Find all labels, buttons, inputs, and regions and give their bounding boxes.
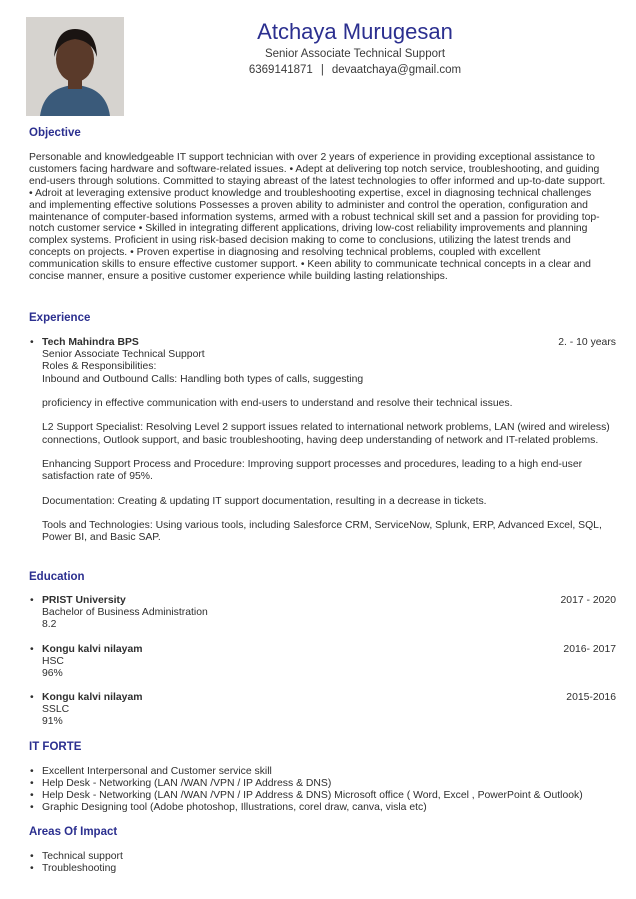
education-entry [30,692,616,729]
candidate-title: Senior Associate Technical Support [264,48,446,60]
education-years: 2016- 2017 [563,644,616,655]
education-entry [30,644,616,681]
education-entry [30,595,616,632]
education-years: 2015-2016 [566,692,616,703]
education-head [30,692,616,704]
responsibility-tools: Tools and Technologies: Using various tools, including Salesforce CRM, ServiceNow, Splunk, ERP, Advanced Excel, SQL, Power BI, and Basic SAP. [42,519,602,544]
it-forte-heading: IT FORTE [29,741,82,753]
company-line [30,337,139,349]
education-head [30,644,616,656]
phone-number: 6369141871 [248,64,313,76]
roles-label: Roles & Responsibilities: [42,361,157,373]
email-address[interactable]: devaatchaya@gmail.com [331,64,462,76]
education-score: 91% [42,716,63,728]
list-item: • Excellent Interpersonal and Customer service skill [30,766,583,778]
responsibility-calls: Inbound and Outbound Calls: Handling both types of calls, suggesting [42,373,364,385]
bullet: • [30,595,34,606]
contact-separator: | [320,64,324,76]
list-item: • Help Desk - Networking (LAN /WAN /VPN / IP Address & DNS) [30,778,583,790]
areas-heading: Areas Of Impact [29,826,118,838]
list-item: • Troubleshooting [30,863,123,875]
education-heading: Education [29,571,85,583]
list-item: • Graphic Designing tool (Adobe photoshop, Illustrations, corel draw, canva, visla etc) [30,802,583,814]
contact-line [150,62,560,78]
experience-heading: Experience [29,312,91,324]
responsibility-calls-cont: proficiency in effective communication with end-users to understand and resolve their technical issues. [42,398,513,409]
education-degree: Bachelor of Business Administration [42,607,208,619]
education-score: 96% [42,668,63,680]
objective-heading: Objective [29,127,81,139]
it-forte-list [30,766,583,814]
company-name: Tech Mahindra BPS [42,337,139,348]
header [150,18,560,78]
school-name: Kongu kalvi nilayam [42,692,143,703]
education-degree: HSC [42,656,64,668]
objective-text: Personable and knowledgeable IT support technician with over 2 years of experience in providing exceptional assistance to customers facing hardware and software-related issues. • Adept at delivering top notch service, troubleshooting, and guiding end-users through solutions. Committed to staying abreast of the latest technologies to offer informed and up-to-date support. • Adroit at leveraging extensive product knowledge and troubleshooting expertise, excel in diagnosing technical challenges and implementing effective solutions Possesses a proven ability to administer and control the operation, configuration and maintenance of computer-based information systems, armed with a robust technical skill set and a passion for providing top-notch customer service • Skilled in integrating different applications, driving low-cost reliability improvements and planning complex systems. Proficient in using risk-based decision making to come to conclusions, utilizing the latest trends and concepts on projects. • Proven expertise in diagnosing and resolving technical problems, coupled with excellent communication skills to ensure effective customer support. • Keen ability to communicate technical concepts in a clear and concise manner, ensure a positive customer experience while building lasting relationships. [29,152,606,283]
experience-duration: 2. - 10 years [558,337,616,348]
school-line [30,692,142,704]
education-head [30,595,616,607]
profile-photo [26,17,124,116]
school-name: Kongu kalvi nilayam [42,644,143,655]
responsibility-enhancing: Enhancing Support Process and Procedure: Improving support processes and procedures, leading to a high end-user satisfaction rate of 95%. [42,458,583,483]
bullet: • [30,692,34,703]
school-line [30,595,126,607]
responsibility-documentation: Documentation: Creating & updating IT support documentation, resulting in a decrease in tickets. [42,495,487,507]
education-degree: SSLC [42,704,70,716]
education-score: 8.2 [42,619,57,631]
bullet: • [30,644,34,655]
experience-head [30,337,616,349]
candidate-name: Atchaya Murugesan [257,19,453,44]
list-item: • Help Desk - Networking (LAN /WAN /VPN / IP Address & DNS) Microsoft office ( Word, Excel , PowerPoint & Outlook) [30,790,583,802]
responsibility-l2: L2 Support Specialist: Resolving Level 2 support issues related to international network problems, LAN (wired and wireless) connections, Outlook support, and basic troubleshooting, having deep understanding of network and IT-related problems. [42,422,610,446]
list-item: • Technical support [30,851,123,863]
areas-list [30,851,123,875]
profile-photo-image [26,17,124,116]
school-line [30,644,142,656]
job-title: Senior Associate Technical Support [42,349,205,361]
education-years: 2017 - 2020 [560,595,616,606]
school-name: PRIST University [42,595,126,606]
bullet: • [30,337,34,348]
experience-entry [30,337,616,544]
